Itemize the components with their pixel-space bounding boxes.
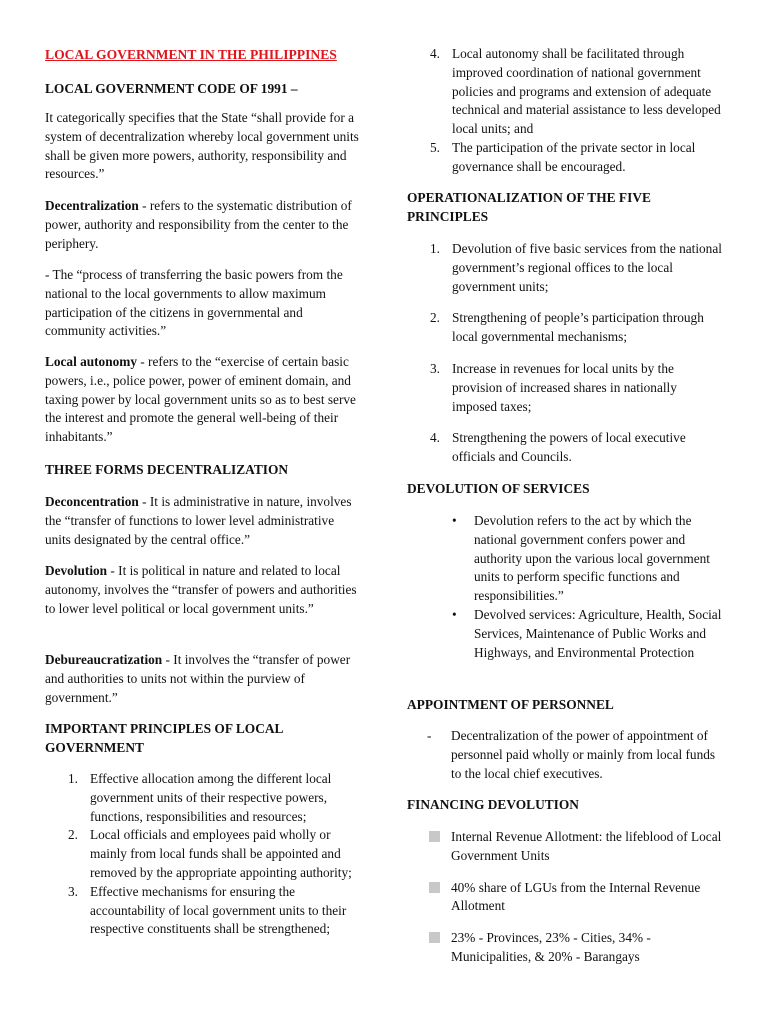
financing-heading: FINANCING DEVOLUTION	[407, 797, 579, 812]
item-text: Internal Revenue Allotment: the lifeblood of Local Government Units	[451, 829, 722, 863]
devolution-definition: - It is political in nature and related to local autonomy, involves the “transfer of powers and authorities to lower level political or local government units.”	[45, 563, 357, 616]
deconcentration-definition: - It is administrative in nature, involves the “transfer of functions to lower level administrative units designated by the central office.”	[45, 494, 352, 547]
operationalization-heading: OPERATIONALIZATION OF THE FIVE PRINCIPLES	[407, 190, 651, 224]
list-item	[407, 139, 725, 177]
square-bullet-icon	[429, 831, 440, 842]
list-item	[407, 879, 725, 917]
devolution-bullets	[407, 512, 725, 662]
list-item	[407, 240, 725, 296]
local-autonomy-definition: - refers to the “exercise of certain basic powers, i.e., police power, power of eminent domain, and taxing power by local government units so as to best serve the interest and promote the general well-being of their inhabitants.”	[45, 354, 356, 445]
item-text: Local officials and employees paid wholly or mainly from local funds shall be appointed and removed by the appropriate appointing authority;	[90, 827, 352, 880]
devolution-term: Devolution	[45, 563, 108, 578]
dash-marker: -	[427, 728, 432, 743]
decentralization-term: Decentralization	[45, 198, 139, 213]
bullet-icon: •	[452, 606, 457, 622]
principles-list-continued	[407, 45, 725, 177]
list-item	[45, 770, 363, 826]
list-item	[45, 883, 363, 939]
item-text: 23% - Provinces, 23% - Cities, 34% - Municipalities, & 20% - Barangays	[451, 930, 651, 964]
local-autonomy-term: Local autonomy	[45, 354, 137, 369]
decentralization-extra-paragraph: - The “process of transferring the basic powers from the national to the local governments to allow maximum participation of the citizens in governmental and community activities.”	[45, 267, 343, 339]
item-text: Strengthening the powers of local executive officials and Councils.	[452, 430, 686, 465]
list-item	[407, 45, 725, 139]
item-number: 3.	[430, 360, 440, 376]
three-forms-heading: THREE FORMS DECENTRALIZATION	[45, 462, 289, 477]
item-number: 5.	[430, 139, 440, 155]
item-text: Increase in revenues for local units by the provision of increased shares in nationally imposed taxes;	[452, 360, 677, 414]
code-paragraph: It categorically specifies that the State “shall provide for a system of decentralization whereby local government units shall be given more powers, authority, responsibility and resources.”	[45, 110, 359, 182]
financing-list	[407, 828, 725, 967]
item-number: 2.	[68, 827, 78, 843]
item-text: Effective mechanisms for ensuring the accountability of local government units to their respective constituents shall be strengthened;	[90, 883, 347, 937]
item-text: Devolution refers to the act by which the national government confers power and authority upon the various local government units to perform specific functions and responsibilities.”	[474, 513, 710, 604]
square-bullet-icon	[429, 882, 440, 893]
item-number: 2.	[430, 310, 440, 326]
item-text: The participation of the private sector in local governance shall be encouraged.	[452, 139, 696, 174]
item-number: 4.	[430, 46, 440, 61]
document-title: LOCAL GOVERNMENT IN THE PHILIPPINES	[45, 47, 337, 62]
devolution-services-heading: DEVOLUTION OF SERVICES	[407, 481, 590, 496]
debureaucratization-definition: - It involves the “transfer of power and authorities to units not within the purview of government.”	[45, 652, 351, 705]
decentralization-paragraph	[45, 197, 363, 253]
list-item	[407, 727, 725, 783]
item-text: 40% share of LGUs from the Internal Revenue Allotment	[451, 879, 701, 914]
operationalization-list	[407, 240, 725, 467]
item-text: Devolution of five basic services from the national government’s regional offices to the local government units;	[452, 241, 722, 294]
item-text: Decentralization of the power of appointment of personnel paid wholly or mainly from local funds to the local chief executives.	[451, 728, 716, 781]
decentralization-definition: - refers to the systematic distribution of power, authority and responsibility from the center to the periphery.	[45, 198, 352, 251]
appointment-heading: APPOINTMENT OF PERSONNEL	[407, 697, 614, 712]
list-item	[407, 929, 725, 967]
appointment-list	[407, 727, 725, 783]
square-bullet-icon	[429, 932, 440, 943]
item-number: 1.	[430, 241, 440, 256]
item-number: 4.	[430, 430, 440, 446]
principles-list	[45, 770, 363, 939]
devolution-paragraph	[45, 562, 363, 618]
local-autonomy-paragraph	[45, 353, 363, 447]
debureaucratization-paragraph	[45, 651, 363, 707]
item-number: 1.	[68, 771, 78, 786]
deconcentration-paragraph	[45, 493, 363, 549]
item-text: Local autonomy shall be facilitated through improved coordination of national government policies and programs and extension of adequate technical and material assistance to less developed local units; and	[452, 46, 721, 137]
list-item	[407, 309, 725, 347]
list-item	[407, 512, 725, 606]
item-text: Strengthening of people’s participation through local governmental mechanisms;	[452, 310, 704, 345]
principles-heading: IMPORTANT PRINCIPLES OF LOCAL GOVERNMENT	[45, 721, 283, 755]
debureaucratization-term: Debureaucratization	[45, 652, 163, 667]
deconcentration-term: Deconcentration	[45, 494, 139, 509]
list-item	[407, 360, 725, 416]
list-item	[407, 828, 725, 866]
list-item	[45, 826, 363, 882]
item-text: Effective allocation among the different local government units of their respective powers, functions, responsibilities and resources;	[90, 771, 332, 824]
item-text: Devolved services: Agriculture, Health, Social Services, Maintenance of Public Works and Highways, and Environmental Protection	[474, 606, 722, 660]
bullet-icon: •	[452, 513, 457, 528]
item-number: 3.	[68, 883, 78, 899]
code-heading: LOCAL GOVERNMENT CODE OF 1991 –	[45, 81, 298, 96]
list-item	[407, 429, 725, 467]
list-item	[407, 606, 725, 662]
